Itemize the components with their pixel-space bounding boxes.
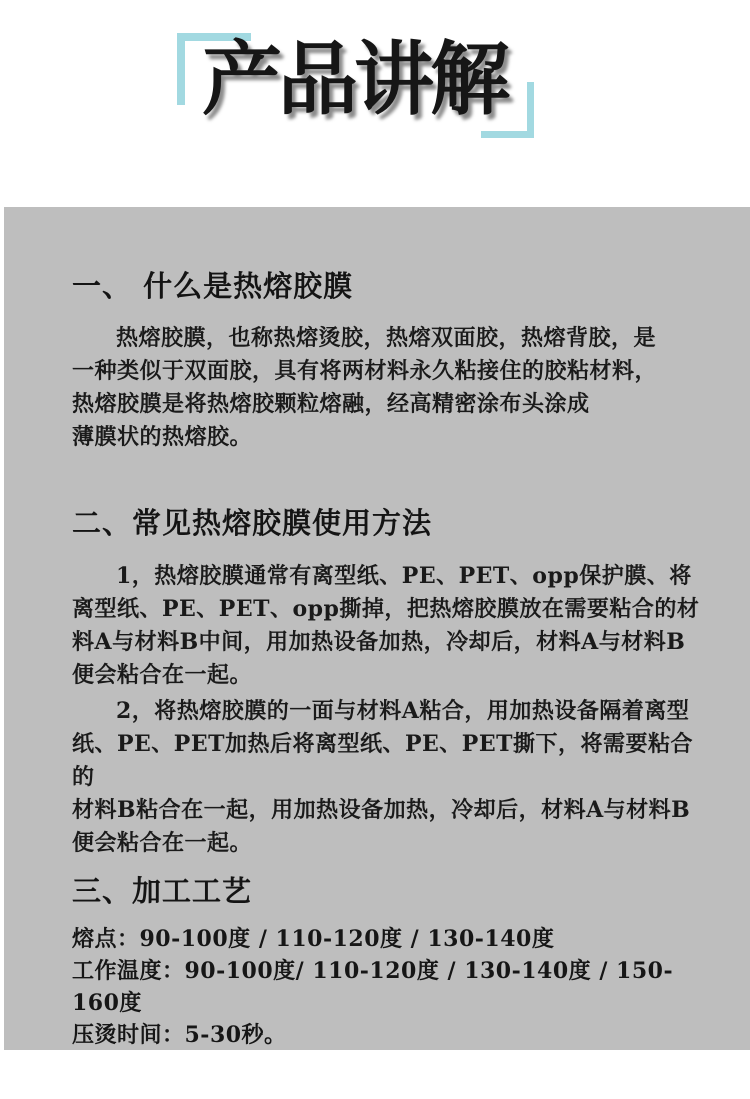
section-2-paragraph-1	[72, 560, 710, 692]
section-1-paragraph	[72, 322, 710, 454]
panel-content	[4, 269, 750, 1051]
section-2-heading: 二、常见热熔胶膜使用方法	[72, 506, 433, 540]
text-line: 离型纸、PE、PET、opp撕掉，把热熔胶膜放在需要粘合的材	[72, 596, 700, 622]
spec-working-temperature: 工作温度：90-100度/ 110-120度 / 130-140度 / 150-160度	[72, 958, 674, 1016]
title-block	[0, 0, 750, 200]
text-line: 材料B粘合在一起，用加热设备加热，冷却后，材料A与材料B	[72, 797, 691, 823]
section-3-heading: 三、加工工艺	[72, 874, 253, 908]
text-line: 2，将热熔胶膜的一面与材料A粘合，用加热设备隔着离型	[116, 698, 690, 724]
spec-press-time: 压烫时间：5-30秒。	[72, 1022, 287, 1048]
text-line: 料A与材料B中间，用加热设备加热，冷却后，材料A与材料B	[72, 629, 686, 655]
text-line: 薄膜状的热熔胶。	[72, 424, 253, 450]
content-panel	[4, 207, 750, 1050]
text-line: 热熔胶膜，也称热熔烫胶，热熔双面胶，热熔背胶，是	[116, 325, 657, 351]
spec-melting-point: 熔点：90-100度 / 110-120度 / 130-140度	[72, 926, 555, 952]
text-line: 热熔胶膜是将热熔胶颗粒熔融，经高精密涂布头涂成	[72, 391, 590, 417]
text-line: 纸、PE、PET加热后将离型纸、PE、PET撕下，将需要粘合的	[72, 731, 693, 790]
text-line: 1，热熔胶膜通常有离型纸、PE、PET、opp保护膜、将	[116, 563, 692, 589]
text-line: 一种类似于双面胶，具有将两材料永久粘接住的胶粘材料，	[72, 358, 658, 384]
section-1-heading: 一、 什么是热熔胶膜	[72, 269, 354, 303]
section-3-specs	[72, 923, 710, 1051]
section-2-paragraph-2	[72, 695, 710, 860]
text-line: 便会粘合在一起。	[72, 830, 253, 856]
page-title: 产品讲解	[202, 33, 506, 126]
text-line: 便会粘合在一起。	[72, 662, 253, 688]
